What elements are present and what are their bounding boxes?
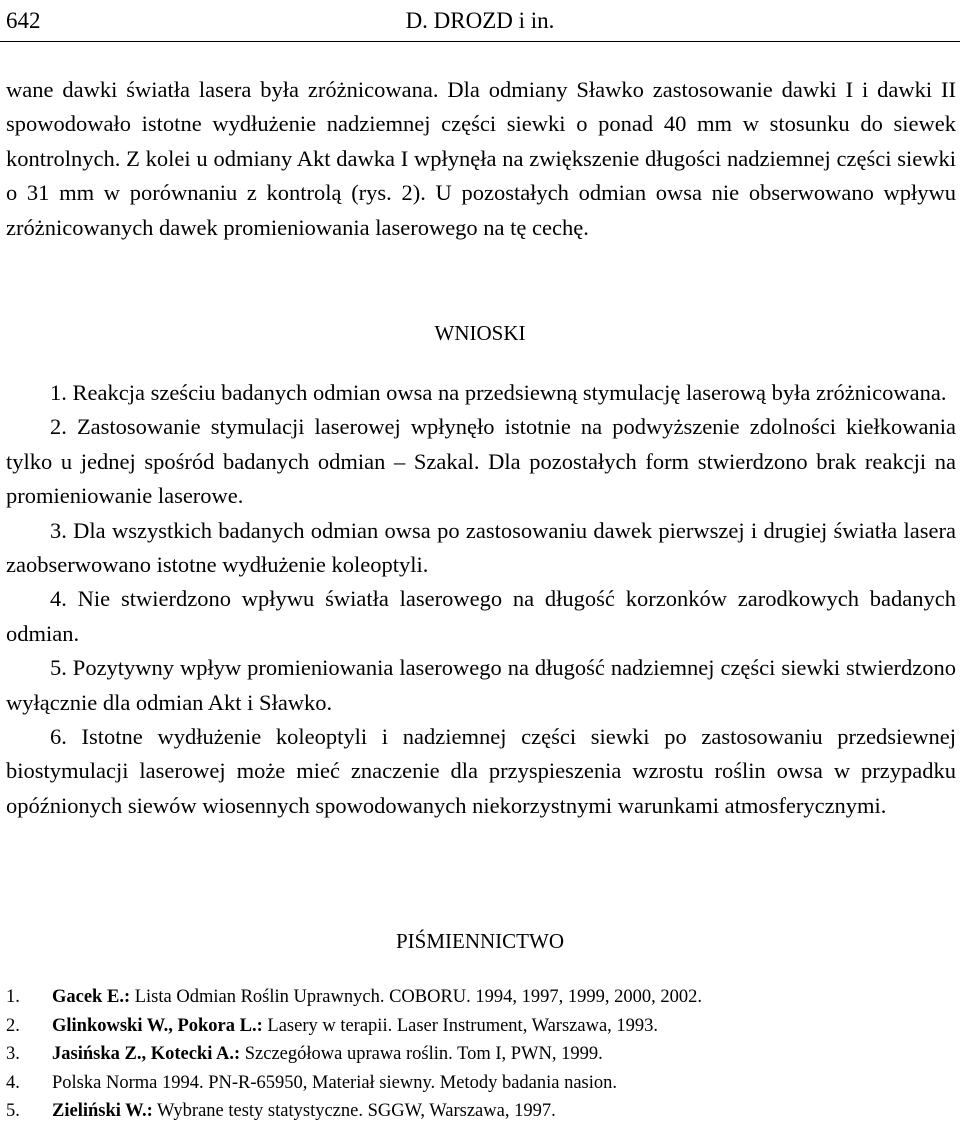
reference-number: 2. [6, 1015, 20, 1036]
reference-item [6, 983, 956, 1012]
reference-text: Szczegółowa uprawa roślin. Tom I, PWN, 1999. [240, 1044, 603, 1065]
page-header [0, 0, 960, 42]
reference-text: Lista Odmian Roślin Uprawnych. COBORU. 1994, 1997, 1999, 2000, 2002. [130, 987, 703, 1007]
reference-item [6, 1012, 956, 1041]
page-number: 642 [6, 8, 41, 33]
reference-text: Polska Norma 1994. PN-R-65950, Materiał siewny. Metody badania nasion. [52, 1072, 618, 1093]
conclusion-item: 2. Zastosowanie stymulacji laserowej wpłynęło istotnie na podwyższenie zdolności kiełkowania tylko u jednej spośród badanych odmian – Szakal. Dla pozostałych form stwierdzono brak reakcji na promieniowanie laserowe. [6, 414, 956, 509]
conclusions-heading: WNIOSKI [434, 321, 526, 345]
conclusion-item: 3. Dla wszystkich badanych odmian owsa po zastosowaniu dawek pierwszej i drugiej światła lasera zaobserwowano istotne wydłużenie koleoptyli. [6, 517, 956, 578]
reference-number: 4. [6, 1072, 20, 1093]
reference-text: Wybrane testy statystyczne. SGGW, Warszawa, 1997. [152, 1101, 556, 1122]
reference-item [6, 1040, 956, 1069]
reference-text: Lasery w terapii. Laser Instrument, Warszawa, 1993. [262, 1015, 659, 1036]
intro-section [6, 73, 956, 245]
reference-item [6, 1097, 956, 1126]
references-heading: PIŚMIENNICTWO [396, 929, 564, 953]
conclusion-item: 5. Pozytywny wpływ promieniowania laserowego na długość nadziemnej części siewki stwierdzono wyłącznie dla odmian Akt i Sławko. [6, 655, 956, 715]
running-title: D. DROZD i in. [405, 8, 555, 33]
intro-paragraph: wane dawki światła lasera była zróżnicowana. Dla odmiany Sławko zastosowanie dawki I i dawki II spowodowało istotne wydłużenie nadziemnej części siewki o ponad 40 mm w stosunku do siewek kontrolnych. Z kolei u odmiany Akt dawka I wpłynęła na zwiększenie długości nadziemnej części siewki o 31 mm w porównaniu z kontrolą (rys. 2). U pozostałych odmian owsa nie obserwowano wpływu zróżnicowanych dawek promieniowania laserowego na tę cechę. [6, 77, 956, 240]
reference-authors: Gacek E.: [52, 987, 131, 1007]
reference-authors: Jasińska Z., Kotecki A.: [52, 1044, 241, 1065]
conclusion-item: 4. Nie stwierdzono wpływu światła laserowego na długość korzonków zarodkowych badanych odmian. [6, 586, 956, 646]
conclusion-item: 1. Reakcja sześciu badanych odmian owsa na przedsiewną stymulację laserową była zróżnicowana. [50, 380, 947, 405]
reference-number: 5. [6, 1101, 20, 1122]
reference-item [6, 1069, 956, 1098]
reference-number: 1. [6, 987, 20, 1007]
references-list [6, 983, 956, 1126]
reference-authors: Glinkowski W., Pokora L.: [52, 1015, 263, 1036]
conclusions-list [6, 376, 956, 823]
conclusion-item: 6. Istotne wydłużenie koleoptyli i nadziemnej części siewki po zastosowaniu przedsiewnej biostymulacji laserowej może mieć znaczenie dla przyspieszenia wzrostu roślin owsa w przypadku opóźnionych siewów wiosennych spowodowanych niekorzystnymi warunkami atmosferycznymi. [6, 724, 956, 818]
reference-authors: Zieliński W.: [52, 1101, 153, 1122]
reference-number: 3. [6, 1044, 20, 1065]
